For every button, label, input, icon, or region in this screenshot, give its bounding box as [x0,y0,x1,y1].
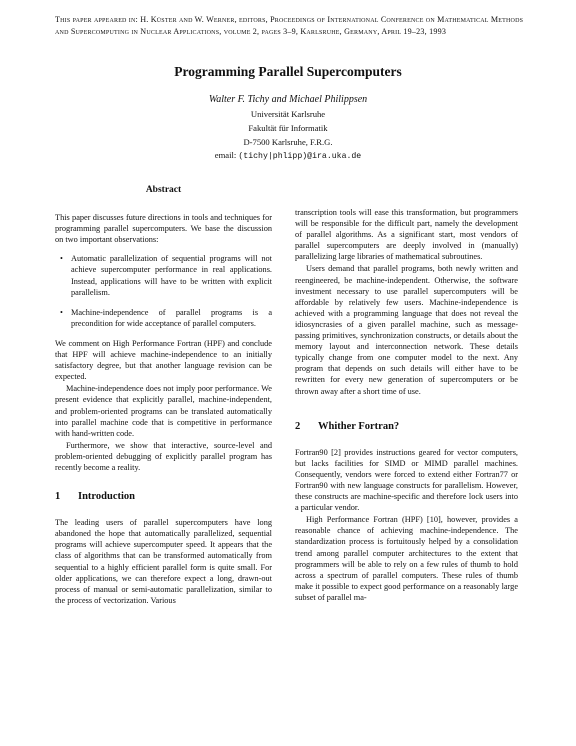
paper-authors: Walter F. Tichy and Michael Philippsen [208,94,368,105]
body-paragraph: transcription tools will ease this transformation, but programmers will be responsible for the difficult part, namely the development of parallel algorithms. As a significant start, most vendors of parallel supercomputers are deeply involved in (manually) parallelizing large libraries of mathematical subroutines. [295,208,518,262]
fortran-paragraph: Fortran90 [2] provides instructions geared for vector computers, but lacks facilities for SIMD or MIMD parallel machines. Consequently, vendors were forced to extend either Fortran77 or Fortran90 with new language constructs for parallelism. However, these constructs are machine-specific and therefore lock users into a particular vendor. [295,447,518,513]
abstract-bullet: • Automatic parallelization of sequential programs will not achieve supercomputer performance in real applications. Instead, applications will have to be written with explicit parallelism. [71,253,272,297]
abstract-bullet: • Machine-independence of parallel programs is a precondition for wide acceptance of parallel computers. [71,307,272,329]
section-heading-whither-fortran [295,421,518,432]
section-heading-introduction [55,491,272,502]
introduction-paragraph: The leading users of parallel supercomputers have long abandoned the hope that automatically parallelized, sequential programs will achieve supercomputer speed. It appears that the class of algorithms that can be transformed automatically from sequential to a highly efficient parallel form is quite small. For older applications, we can therefore expect a long, drawn-out process of manual or semi-automatic parallelization, similar to the process of vectorization. Various [55,518,272,605]
affiliation-block [0,108,576,164]
affiliation-faculty: Fakultät für Informatik [248,122,328,133]
publication-note-text: H. Küster and W. Werner, editors, Proceedings of International Conference on Mathematical Methods and Supercomputing in Nuclear Applications, volume 2, pages 3–9, Karlsruhe, Germany, April 19–23, 1993 [55,15,524,36]
left-column [55,182,272,607]
abstract-intro: This paper discusses future directions in tools and techniques for programming parallel supercomputers. We base the discussion on two important observations: [55,213,272,245]
section-number: 2 [295,420,301,432]
abstract-paragraph: Furthermore, we show that interactive, source-level and problem-oriented debugging of explicitly parallel program has recently become a reality. [55,440,272,472]
right-column [295,207,518,604]
body-paragraph: Users demand that parallel programs, both newly written and reengineered, be machine-independent. Otherwise, the software investment necessary to use parallel supercomputers will be affordable by relatively few users. Machine-independence is achieved with a programming language that does not reveal the idiosyncrasies of a given parallel machine, such as message-passing primitives, synchronization constructs, or details about the memory layout and interconnection network. These details typically change from one computer model to the next. Any program that depends on such details will either have to be rewritten for every new generation of supercomputers or be thrown away after a short time of use. [295,264,518,396]
affiliation-university: Universität Karlsruhe [250,109,326,119]
email-label: email: [214,150,237,161]
abstract-paragraph: We comment on High Performance Fortran (HPF) and conclude that HPF will achieve machine-independence to an initially satisfactory degree, but that another language revision can be expected. [55,338,272,382]
abstract-paragraph: Machine-independence does not imply poor performance. We present evidence that explicitly parallel, machine-independent, and problem-oriented programs can be translated automatically into parallel machine code that is competitive in performance with hand-written code. [55,384,272,438]
section-number: 1 [55,491,61,503]
paper-title: Programming Parallel Supercomputers [174,64,402,79]
abstract-bullet-list [71,253,272,329]
section-title: Introduction [78,491,135,503]
affiliation-email-line [0,149,576,164]
publication-note-prefix: This paper appeared in: [55,15,138,24]
email-address: (tichy|phlipp)@ira.uka.de [238,152,362,162]
section-title: Whither Fortran? [318,420,400,432]
publication-note [55,14,527,37]
affiliation-address: D-7500 Karlsruhe, F.R.G. [243,136,333,147]
fortran-paragraph: High Performance Fortran (HPF) [10], however, provides a reasonable chance of achieving machine-independence. The standardization process is fortuitously helped by a consolidation trend among parallel computer architectures to the extent that programmers will be able to rely on a few rules of thumb to hold across a spectrum of parallel computers. These rules of thumb make it possible to expect good performance on a reasonably large subset of parallel ma- [295,515,518,602]
abstract-heading: Abstract [145,185,182,195]
